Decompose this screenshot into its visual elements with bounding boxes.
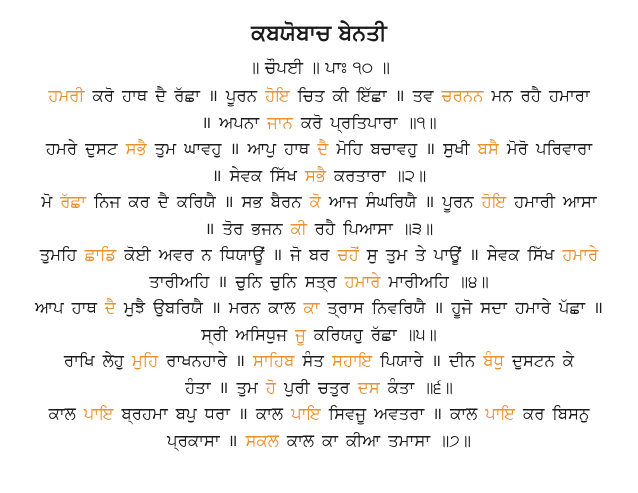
- verse-word: ਕਰਿਯਹੁ: [313, 324, 363, 344]
- verse-word: ਸੁਖੀ: [443, 139, 470, 158]
- verse-word: ॥: [208, 86, 218, 105]
- highlighted-word: ਕੀ: [290, 218, 307, 238]
- verse-word: ਪ੍ਰਤਿਪਾਰਾ: [330, 112, 398, 132]
- highlighted-word: ਹੋਇ: [481, 192, 507, 211]
- verse-word: ਰਾਖਨਹਾਰੇ: [166, 351, 228, 370]
- highlighted-word: ਸਕਲ: [245, 430, 279, 450]
- verse-word: ॥: [432, 404, 443, 423]
- verse-word: ਧਿਯਾਊਂ: [219, 245, 265, 264]
- verse-word: ਸਦਾ: [480, 298, 507, 317]
- verse-word: ਅਸਿਧੁਜ: [235, 324, 288, 344]
- verse-word: ॥੫॥: [404, 324, 437, 344]
- verse-word: ਤੇ: [415, 245, 426, 264]
- highlighted-word: ਮੁਹਿ: [131, 351, 159, 370]
- verse-word: ਦੈ: [155, 86, 167, 105]
- highlighted-word: ਹਮਾਰੇ: [344, 271, 381, 291]
- verse-word: ਸੁ: [366, 245, 378, 264]
- highlighted-word: ਚਹੋਂ: [337, 245, 359, 264]
- verse-word: ਮੁਝੈ: [123, 298, 146, 317]
- verse-word: ਕੋਈ: [124, 245, 151, 264]
- verse-word: ਕਰੋ: [300, 112, 323, 132]
- verse-word: ॥: [211, 165, 222, 185]
- highlighted-word: ਬੰਧੁ: [483, 351, 504, 370]
- verse-word: ਨਿਵਰਿਯੈ: [371, 298, 426, 317]
- verse-word: ਮਰਨ: [228, 298, 261, 317]
- highlighted-word: ਕੋ: [309, 192, 321, 211]
- verse-word: ॥: [469, 245, 479, 264]
- verse-word: ਦੁਸਟ: [85, 139, 118, 158]
- verse-word: ਪਿਆਸਾ: [343, 218, 393, 238]
- verse-word: ਕਾਲ: [48, 404, 76, 423]
- verse-word: ॥: [204, 218, 215, 238]
- verse-word: ਚੁਨਿ: [235, 271, 263, 291]
- highlighted-word: ਸਾਹਿਬ: [252, 351, 295, 370]
- verse-word: ਬਰ: [309, 245, 330, 264]
- verse-word: ਇੱਛਾ: [356, 86, 387, 105]
- verse-word: ॥: [218, 377, 229, 397]
- page-subtitle: ॥ ਚੌਪਈ ॥ ਪਾਃ ੧੦ ॥: [247, 58, 391, 78]
- verse-word: ਤਮਾਸਾ: [388, 430, 431, 450]
- verse-line: [10, 163, 628, 190]
- verse-line: [10, 216, 628, 243]
- verse-word: ਹਮਾਰਾ: [549, 86, 590, 105]
- verse-word: ਅਵਤਰਾ: [374, 404, 425, 423]
- highlighted-word: ਪਾਇ: [291, 404, 321, 423]
- highlighted-word: ਚਰਨਨ: [441, 86, 484, 105]
- verse-word: ਸ੍ਰੀ: [201, 324, 228, 344]
- verse-word: ਮੋਰੋ: [506, 139, 528, 158]
- verse-word: ਸੰਘਰਿਯੈ: [365, 192, 417, 211]
- highlighted-word: ਛਾਡਿ: [84, 245, 117, 264]
- highlighted-word: ਸਭੈ: [125, 139, 147, 158]
- verse-word: ਸਿੱਖ: [527, 245, 555, 264]
- verse-word: ਰਹੈ: [314, 218, 336, 238]
- verse-word: ਤਾਰੀਅਹਿ: [149, 271, 210, 291]
- verse-line: [10, 189, 628, 216]
- verse-word: ਧਰਾ: [204, 404, 231, 423]
- verse-word: ਕਾਲ: [268, 298, 296, 317]
- verse-word: ਕਰਤਾਰਾ: [334, 165, 386, 185]
- verse-word: ਸਤ੍ਰ: [304, 271, 337, 291]
- verse-word: ਹਮਰੇ: [45, 139, 78, 158]
- verse-word: ਆਪ: [35, 298, 64, 317]
- verse-word: ਹਾਥ: [71, 298, 97, 317]
- verse-word: ॥੬॥: [422, 377, 453, 397]
- verse-word: ਬਚਾਵਹੁ: [370, 139, 418, 158]
- highlighted-word: ਦੈ: [317, 139, 329, 158]
- verse-word: ॥: [223, 192, 234, 211]
- verse-word: ਰਹੈ: [520, 86, 542, 105]
- verse-word: ਪੂਰਨ: [225, 86, 258, 105]
- highlighted-word: ਹੋਇ: [265, 86, 290, 105]
- verse-word: ਤ੍ਰਾਸ: [327, 298, 364, 317]
- verse-word: ਸੇਵਕ: [486, 245, 520, 264]
- verse-word: ਤੋਰ: [222, 218, 244, 238]
- verse-word: ਬਿਸਨੁ: [552, 404, 590, 423]
- verse-word: ਹਮਾਰੇ: [514, 298, 551, 317]
- verse-word: ॥: [394, 86, 405, 105]
- verse-word: ॥: [425, 139, 436, 158]
- verse-word: ਹਾਥ: [284, 139, 310, 158]
- highlighted-word: ਦੈ: [104, 298, 116, 317]
- verse-word: ਰਾਖਿ: [63, 351, 95, 370]
- verse-word: ਚਤੁਰ: [317, 377, 350, 397]
- verse-word: ਸਿਵਜੂ: [328, 404, 367, 423]
- verse-line: [10, 242, 628, 269]
- verse-word: ਪਿਯਾਰੇ: [380, 351, 424, 370]
- verse-word: ਦੁਸਟਨ: [511, 351, 555, 370]
- highlighted-word: ਜੂ: [295, 324, 306, 344]
- page-title: ਕਬਯੋਬਾਚ ਬੇਨਤੀ: [251, 21, 387, 46]
- verse-block: [10, 83, 628, 454]
- verse-line: [10, 348, 628, 375]
- verse-word: ਭਜਨ: [251, 218, 283, 238]
- verse-word: ਅਪਨਾ: [219, 112, 260, 132]
- verse-word: ॥: [217, 271, 228, 291]
- verse-word: ॥: [229, 139, 240, 158]
- verse-word: ਰੱਛਾ: [174, 86, 201, 105]
- highlighted-word: ਹਮਾਰੇ: [562, 245, 599, 264]
- highlighted-word: ਹੋ: [265, 377, 276, 397]
- verse-word: ਕਰੋ: [92, 86, 114, 105]
- verse-word: ॥: [431, 351, 442, 370]
- highlighted-word: ਦਸ: [357, 377, 380, 397]
- verse-word: ਤੁਮ: [236, 377, 258, 397]
- verse-word: ਪਰਿਵਾਰਾ: [535, 139, 593, 158]
- verse-word: ॥: [238, 404, 248, 423]
- highlighted-word: ਬਸੈ: [477, 139, 499, 158]
- verse-word: ਜੋ: [290, 245, 301, 264]
- verse-word: ਹੂਜੋ: [451, 298, 473, 317]
- verse-word: ਬੈਰਨ: [270, 192, 302, 211]
- verse-word: ॥: [201, 112, 212, 132]
- verse-word: ਕਾਲ: [255, 404, 284, 423]
- verse-word: ਪ੍ਰਕਾਸਾ: [167, 430, 220, 450]
- verse-line: [10, 375, 628, 402]
- highlighted-word: ਹਮਰੀ: [48, 86, 85, 105]
- verse-word: ਬਪੁ: [175, 404, 197, 423]
- verse-word: ਮੋਹਿ: [336, 139, 363, 158]
- verse-word: ਨ: [201, 245, 212, 264]
- verse-word: ॥੪॥: [456, 271, 489, 291]
- verse-word: ਮਾਰੀਅਹਿ: [388, 271, 449, 291]
- verse-word: ਲੇਹੁ: [102, 351, 124, 370]
- verse-word: ਤਵ: [412, 86, 434, 105]
- verse-word: ਕਾਲ: [450, 404, 478, 423]
- verse-word: ॥੩॥: [400, 218, 434, 238]
- verse-word: ॥: [424, 192, 435, 211]
- verse-word: ਸੇਵਕ: [229, 165, 263, 185]
- verse-word: ਤੁਮ: [385, 245, 408, 264]
- verse-word: ਹਮਾਰੀ: [514, 192, 555, 211]
- verse-word: ਕਾ: [322, 430, 339, 450]
- verse-word: ਸੰਤ: [302, 351, 324, 370]
- verse-word: ਦੀਨ: [449, 351, 476, 370]
- verse-line: [10, 322, 628, 349]
- verse-word: ਕਰ: [128, 192, 150, 211]
- verse-word: ਪਾਊਂ: [433, 245, 462, 264]
- verse-line: [10, 110, 628, 137]
- verse-word: ਸਭ: [241, 192, 263, 211]
- verse-word: ਪੱਛਾ: [558, 298, 586, 317]
- verse-word: ॥੭॥: [438, 430, 471, 450]
- verse-word: ਰੱਛਾ: [370, 324, 397, 344]
- verse-word: ਉਬਰਿਯੈ: [153, 298, 203, 317]
- verse-word: ॥: [211, 298, 221, 317]
- verse-word: ਤੁਮਹਿ: [39, 245, 77, 264]
- verse-line: [10, 401, 628, 428]
- verse-word: ਕਾਲ: [286, 430, 315, 450]
- highlighted-word: ਜਾਨ: [267, 112, 293, 132]
- verse-word: ਨਿਜ: [93, 192, 121, 211]
- verse-word: ਮਨ: [491, 86, 513, 105]
- verse-word: ਆਜ: [328, 192, 358, 211]
- verse-word: ਹਾਥ: [121, 86, 148, 105]
- verse-word: ਪੁਰੀ: [284, 377, 310, 397]
- highlighted-word: ਸਭੈ: [304, 165, 327, 185]
- verse-word: ਕਰ: [522, 404, 545, 423]
- highlighted-word: ਕਾ: [303, 298, 320, 317]
- verse-line: [10, 269, 628, 296]
- verse-word: ਕਰਿਯੈ: [176, 192, 216, 211]
- verse-line: [10, 136, 628, 163]
- verse-word: ਤੁਮ: [154, 139, 177, 158]
- verse-word: ਘਾਵਹੁ: [184, 139, 222, 158]
- verse-line: [10, 83, 628, 110]
- verse-word: ਆਪੁ: [247, 139, 277, 158]
- verse-word: ਦੈ: [157, 192, 169, 211]
- verse-word: ਆਸਾ: [562, 192, 597, 211]
- verse-line: [10, 428, 628, 455]
- verse-word: ਕੀਆ: [346, 430, 381, 450]
- verse-word: ਚੁਨਿ: [270, 271, 297, 291]
- verse-word: ॥੨॥: [393, 165, 427, 185]
- verse-word: ਕੰਤਾ: [387, 377, 415, 397]
- verse-word: ਸਿੱਖ: [270, 165, 297, 185]
- verse-word: ॥: [593, 298, 603, 317]
- verse-word: ॥: [235, 351, 245, 370]
- highlighted-word: ਪਾਇ: [485, 404, 515, 423]
- verse-word: ॥: [227, 430, 238, 450]
- verse-word: ਪੂਰਨ: [442, 192, 474, 211]
- highlighted-word: ਰੱਛਾ: [60, 192, 86, 211]
- verse-word: ॥: [272, 245, 283, 264]
- verse-word: ॥੧॥: [405, 112, 437, 132]
- verse-word: ਅਵਰ: [158, 245, 194, 264]
- verse-word: ॥: [433, 298, 444, 317]
- verse-word: ਕੀ: [332, 86, 349, 105]
- verse-word: ਚਿਤ: [297, 86, 325, 105]
- verse-line: [10, 295, 628, 322]
- verse-word: ਬ੍ਰਹਮਾ: [121, 404, 168, 423]
- verse-word: ਹੰਤਾ: [185, 377, 211, 397]
- highlighted-word: ਪਾਇ: [83, 404, 114, 423]
- verse-word: ਕੇ: [562, 351, 575, 370]
- verse-word: ਮੋ: [41, 192, 53, 211]
- highlighted-word: ਸਹਾਇ: [331, 351, 373, 370]
